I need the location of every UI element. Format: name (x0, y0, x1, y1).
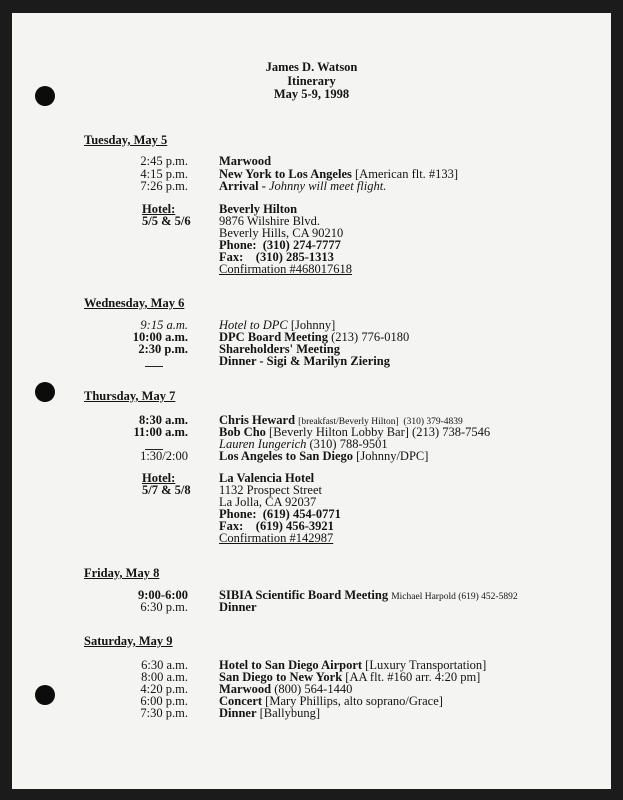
time: 2:45 p.m. (140, 154, 188, 168)
time: 6:30 a.m. (141, 658, 188, 672)
hotel-fax: Fax: (619) 456-3921 (219, 519, 334, 533)
day-heading-thursday: Thursday, May 7 (84, 389, 176, 403)
punch-hole (35, 382, 55, 402)
entry-title: Shareholders' Meeting (219, 342, 340, 356)
time: 9:15 a.m. (140, 318, 188, 332)
hotel-dates: 5/7 & 5/8 (142, 483, 191, 497)
entry-title: DPC Board Meeting (219, 330, 329, 344)
entry (219, 355, 390, 368)
entry-title: Los Angeles to San Diego (219, 449, 354, 463)
time: 8:30 a.m. (139, 413, 188, 427)
entry-detail: (800) 564-1440 (274, 682, 353, 696)
entry-title: SIBIA Scientific Board Meeting (219, 588, 389, 602)
entry-detail: Michael Harpold (619) 452-5892 (391, 592, 518, 602)
entry-detail: [Luxury Transportation] (365, 658, 487, 672)
header-title: Itinerary (287, 73, 336, 88)
entry-title: Concert (219, 694, 263, 708)
time: 8:00 a.m. (141, 670, 188, 684)
hotel-confirmation: Confirmation #468017618 (219, 262, 352, 276)
blank-time-line (145, 366, 163, 367)
entry (219, 589, 518, 604)
entry-detail: [Ballybung] (259, 706, 321, 720)
hotel-address-line1: 9876 Wilshire Blvd. (219, 214, 321, 228)
punch-hole (35, 685, 55, 705)
entry (219, 450, 428, 463)
entry-detail: [AA flt. #160 arr. 4:20 pm] (345, 670, 481, 684)
header-name: James D. Watson (265, 60, 358, 74)
time: 4:15 p.m. (140, 167, 188, 181)
entry-title: Dinner - Sigi & Marilyn Ziering (219, 354, 390, 368)
hotel-label: Hotel: (142, 202, 176, 216)
entry-detail: Johnny will meet flight. (268, 179, 387, 193)
time: 6:30 p.m. (140, 600, 188, 614)
entry-title: New York to Los Angeles (219, 167, 352, 181)
entry-title: Hotel to DPC (219, 318, 288, 332)
time: 4:20 p.m. (140, 682, 188, 696)
day-heading-saturday: Saturday, May 9 (84, 634, 173, 648)
entry-title: San Diego to New York (219, 670, 343, 684)
header-dates: May 5-9, 1998 (273, 87, 350, 101)
entry (219, 180, 386, 193)
time: 9:00-6:00 (138, 588, 188, 602)
time: 7:26 p.m. (140, 179, 188, 193)
entry-detail: [Johnny] (290, 318, 336, 332)
day-heading-wednesday: Wednesday, May 6 (84, 296, 185, 310)
entry-title: Dinner (219, 600, 257, 614)
time: 1:30/2:00 (140, 449, 188, 463)
hotel-confirmation: Confirmation #142987 (219, 531, 334, 545)
entry-title: Hotel to San Diego Airport (219, 658, 363, 672)
hotel-fax: Fax: (310) 285-1313 (219, 250, 334, 264)
document-header (12, 61, 611, 102)
entry-detail: [Johnny/DPC] (356, 449, 429, 463)
day-heading-friday: Friday, May 8 (84, 566, 160, 580)
hotel-name: La Valencia Hotel (219, 471, 315, 485)
day-heading-tuesday: Tuesday, May 5 (84, 133, 168, 147)
entry-title: Marwood (219, 682, 272, 696)
hotel-address-line1: 1132 Prospect Street (219, 483, 322, 497)
entry-title: Marwood (219, 154, 272, 168)
hotel-phone: Phone: (310) 274-7777 (219, 238, 341, 252)
itinerary-page (12, 13, 611, 789)
entry-title: Bob Cho (219, 425, 266, 439)
time: 6:00 p.m. (140, 694, 188, 708)
entry (219, 707, 320, 720)
entry-title: Chris Heward (219, 413, 296, 427)
entry-title: Dinner (219, 706, 257, 720)
entry (219, 601, 257, 614)
hotel-address-line2: Beverly Hills, CA 90210 (219, 226, 344, 240)
entry-detail: (310) 788-9501 (309, 437, 388, 451)
hotel-label: Hotel: (142, 471, 176, 485)
time: 7:30 p.m. (140, 706, 188, 720)
hotel-dates: 5/5 & 5/6 (142, 214, 191, 228)
entry-title: Arrival - (219, 179, 266, 193)
hotel-phone: Phone: (619) 454-0771 (219, 507, 341, 521)
entry-detail: [breakfast/Beverly Hilton] (310) 379-4839 (298, 417, 463, 427)
entry-detail: [Mary Phillips, alto soprano/Grace] (265, 694, 443, 708)
time: 11:00 a.m. (133, 425, 188, 439)
entry-detail: [Beverly Hilton Lobby Bar] (213) 738-7546 (269, 425, 491, 439)
entry-title: Lauren Iungerich (219, 437, 307, 451)
hotel-address-line2: La Jolla, CA 92037 (219, 495, 317, 509)
time: 10:00 a.m. (132, 330, 188, 344)
hotel-name: Beverly Hilton (219, 202, 298, 216)
entry-detail: (213) 776-0180 (331, 330, 410, 344)
time: 2:30 p.m. (138, 342, 188, 356)
entry-detail: [American flt. #133] (355, 167, 459, 181)
